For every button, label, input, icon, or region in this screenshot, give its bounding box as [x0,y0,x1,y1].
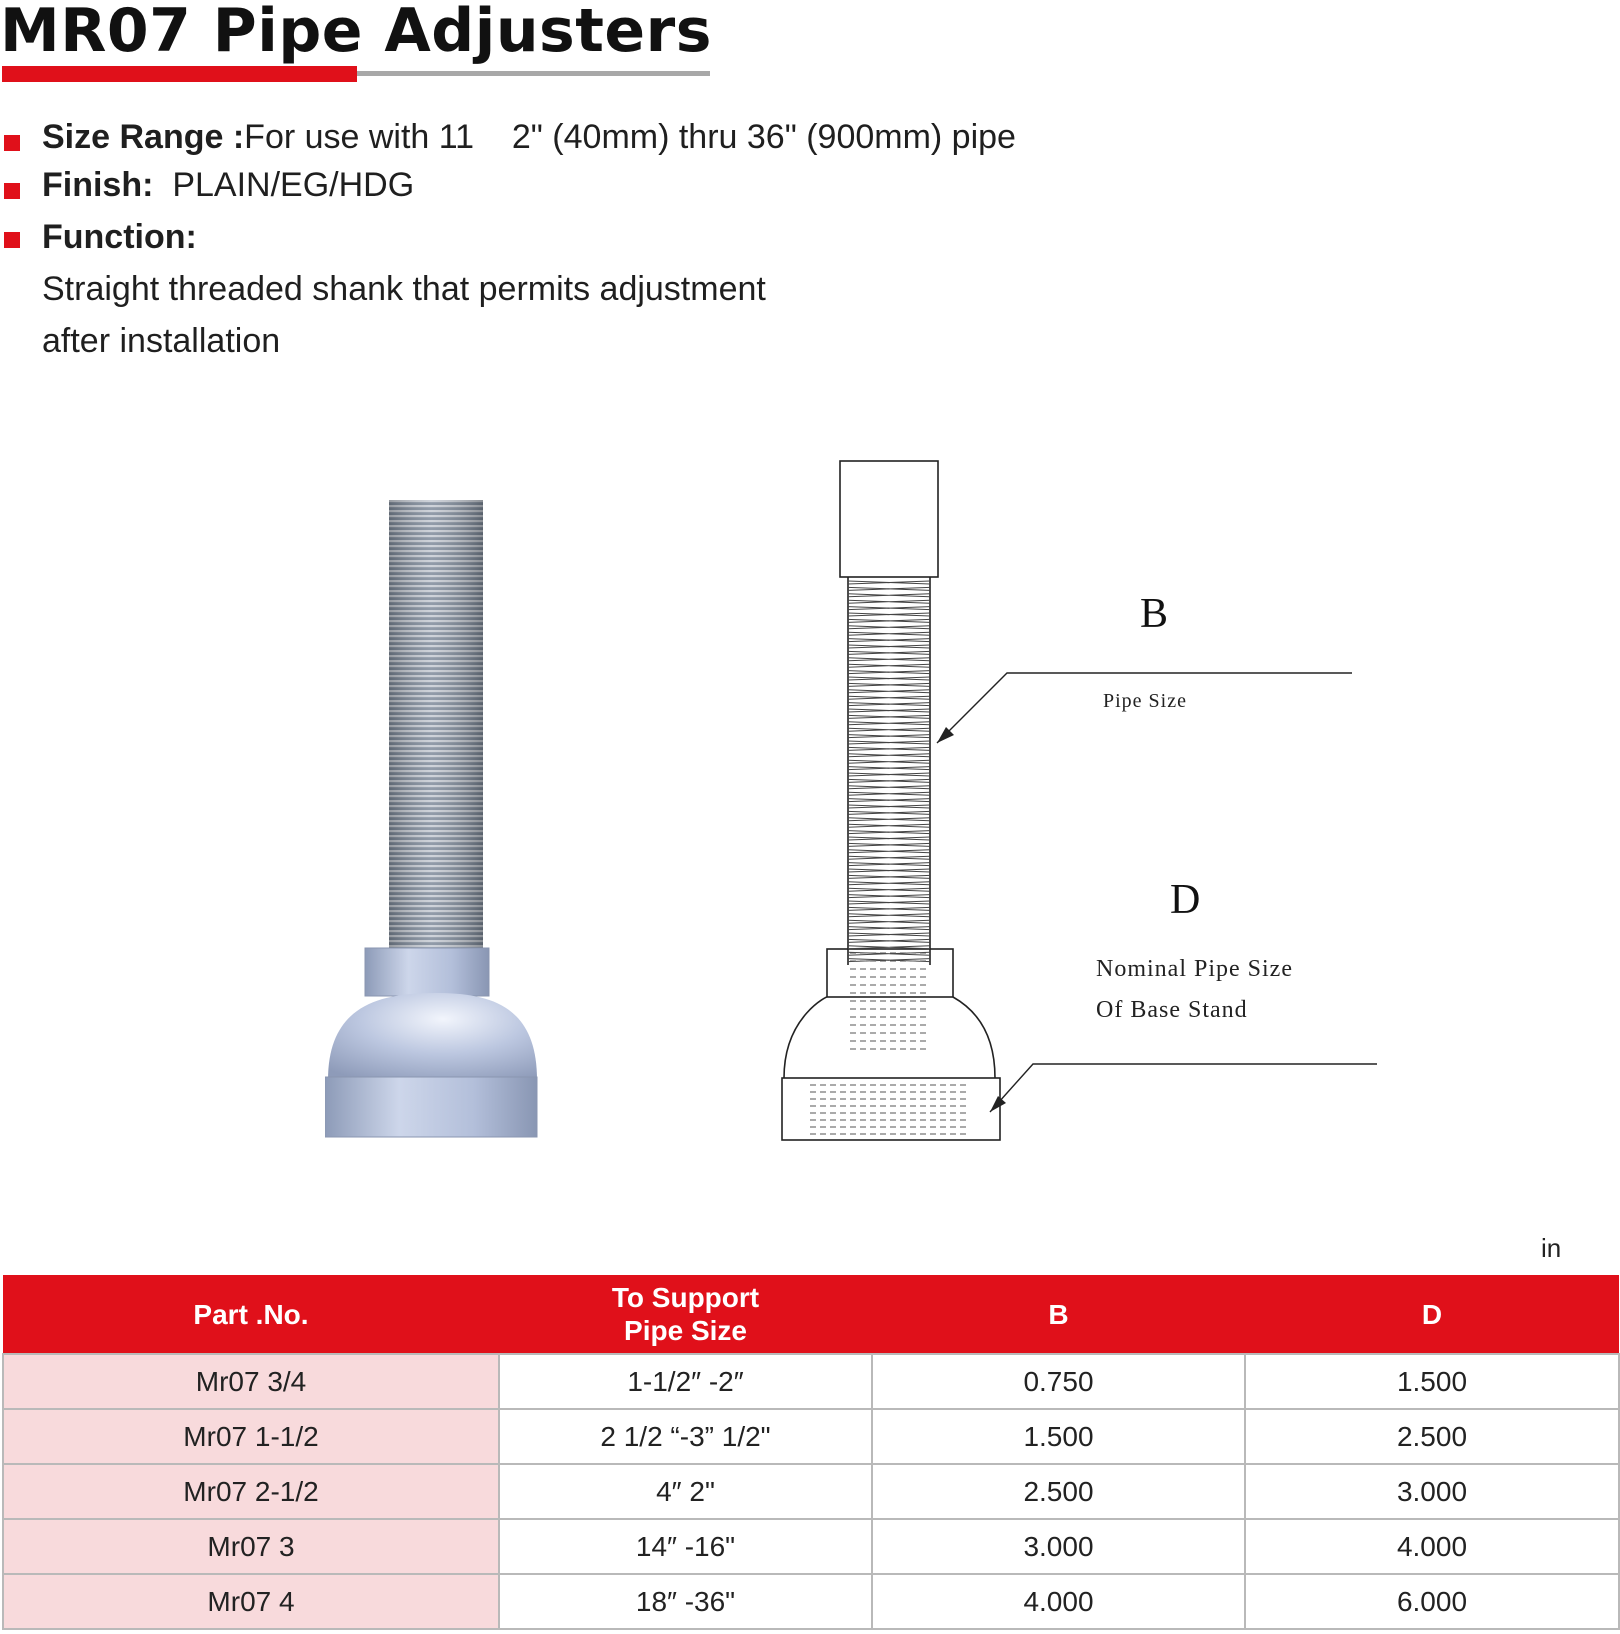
thread-line [848,786,930,789]
function-label: Function: [42,218,197,256]
label-b: B [1140,591,1169,637]
bullet-icon [4,232,20,248]
thread-line [848,690,930,693]
thread-line [848,671,930,674]
thread-line [848,715,930,718]
thread-line [848,811,930,814]
thread-line [848,607,930,610]
cell-support: 2 1/2 “-3” 1/2" [499,1409,872,1464]
cell-b: 2.500 [872,1464,1245,1519]
thread-line [848,869,930,872]
thread-line [848,792,930,795]
thread-line [848,875,930,878]
thread-line [848,619,930,622]
shaft-top-outline [840,461,938,577]
cell-d: 4.000 [1245,1519,1619,1574]
function-line-2: after installation [42,322,281,360]
header-support-line-1: To Support [611,1282,760,1313]
cell-b: 0.750 [872,1354,1245,1409]
header-b: B [872,1275,1245,1354]
thread-line [848,760,930,763]
thread-line [848,741,930,744]
thread-line [848,735,930,738]
size-range-value: For use with 11 2" (40mm) thru 36" (900mm) pipe [244,118,1016,156]
cell-d: 1.500 [1245,1354,1619,1409]
size-range-line [42,118,1016,157]
cell-part-no: Mr07 3/4 [3,1354,499,1409]
thread-line [848,613,930,616]
table-header-row [3,1275,1619,1354]
thread-line [848,914,930,917]
thread-line [848,594,930,597]
thread-line [848,850,930,853]
header-support-line-2: Pipe Size [624,1315,747,1346]
thread-line [848,683,930,686]
finish-value: PLAIN/EG/HDG [172,166,415,204]
thread-line [848,773,930,776]
thread-line [848,907,930,910]
table-row [3,1519,1619,1574]
label-d-description-line2: Of Base Stand [1096,997,1248,1023]
thread-line [848,728,930,731]
label-d-description-line1: Nominal Pipe Size [1096,956,1293,982]
thread-line [848,818,930,821]
specification-table [2,1275,1620,1630]
thread-line [848,664,930,667]
finish-line [42,166,414,205]
thread-line [848,856,930,859]
unit-label: in [1541,1233,1562,1263]
function-heading [42,218,197,257]
cell-support: 18″ -36" [499,1574,872,1629]
thread-line [848,939,930,942]
size-range-label: Size Range : [42,118,245,156]
thread-line [848,837,930,840]
table-row [3,1574,1619,1629]
cell-part-no: Mr07 4 [3,1574,499,1629]
cell-part-no: Mr07 3 [3,1519,499,1574]
product-render-image [325,495,545,1155]
cell-part-no: Mr07 2-1/2 [3,1464,499,1519]
finish-label: Finish: [42,166,154,204]
function-line-1: Straight threaded shank that permits adjustment [42,270,766,308]
cell-d: 6.000 [1245,1574,1619,1629]
thread-line [848,901,930,904]
header-part-no: Part .No. [3,1275,499,1354]
thread-line [848,882,930,885]
thread-line [848,754,930,757]
header-d: D [1245,1275,1619,1354]
header-support-pipe-size [499,1275,872,1354]
thread-line [848,722,930,725]
title-underline-red [2,66,357,82]
table-row [3,1409,1619,1464]
thread-line [848,824,930,827]
cell-d: 2.500 [1245,1409,1619,1464]
thread-line [848,920,930,923]
thread-line [848,895,930,898]
thread-line [848,831,930,834]
cell-b: 1.500 [872,1409,1245,1464]
thread-line [848,805,930,808]
page-title: MR07 Pipe Adjusters [0,0,712,66]
thread-line [848,799,930,802]
cell-d: 3.000 [1245,1464,1619,1519]
table-row [3,1464,1619,1519]
thread-line [848,639,930,642]
thread-line [848,626,930,629]
thread-line [848,645,930,648]
cell-support: 4″ 2" [499,1464,872,1519]
thread-line [848,767,930,770]
cell-support: 14″ -16" [499,1519,872,1574]
bullet-icon [4,183,20,199]
table-row [3,1354,1619,1409]
thread-line [848,677,930,680]
thread-line [848,587,930,590]
label-b-description: Pipe Size [1103,690,1187,712]
thread-line [848,632,930,635]
thread-line [848,927,930,930]
thread-line [848,779,930,782]
thread-line [848,747,930,750]
thread-line [848,843,930,846]
thread-line [848,863,930,866]
cell-b: 4.000 [872,1574,1245,1629]
thread-line [848,581,930,584]
cell-support: 1-1/2″ -2″ [499,1354,872,1409]
technical-drawing [770,455,1410,1160]
thread-line [848,709,930,712]
thread-line [848,888,930,891]
thread-line [848,658,930,661]
thread-line [848,696,930,699]
thread-line [848,651,930,654]
bullet-icon [4,135,20,151]
thread-line [848,933,930,936]
label-d: D [1170,877,1201,923]
thread-line [848,703,930,706]
cell-b: 3.000 [872,1519,1245,1574]
cell-part-no: Mr07 1-1/2 [3,1409,499,1464]
thread-line [848,600,930,603]
